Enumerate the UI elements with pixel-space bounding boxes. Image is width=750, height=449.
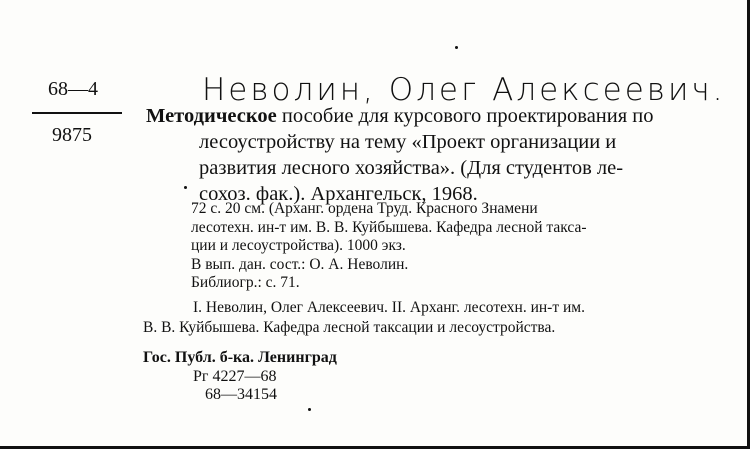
title-line-4: сохоз. фак.). Архангельск, 1968. xyxy=(199,183,478,205)
library-code-2: 68—34154 xyxy=(205,386,277,403)
ink-speck xyxy=(184,186,187,189)
details-line: 72 с. 20 см. (Арханг. ордена Труд. Красного Знамени xyxy=(191,200,538,217)
publication-details xyxy=(191,200,587,293)
holding-library-block xyxy=(143,349,337,405)
shelf-mark-divider xyxy=(32,112,122,114)
title-line-1 xyxy=(146,103,654,129)
details-line: лесотехн. ин-т им. В. В. Куйбышева. Кафедра лесной такса- xyxy=(191,218,587,236)
title-line-2: лесоустройству на тему «Проект организации и xyxy=(199,131,617,153)
handwritten-author-name: Неволин, Олег Алексеевич. xyxy=(202,72,726,108)
shelf-mark-top: 68—4 xyxy=(48,78,98,100)
entry-line: В. В. Куйбышева. Кафедра лесной таксации и лесоустройства. xyxy=(143,319,556,336)
shelf-mark-bottom: 9875 xyxy=(52,124,92,146)
details-line: В вып. дан. сост.: О. А. Неволин. xyxy=(191,255,409,273)
ink-speck xyxy=(455,46,458,49)
ink-speck xyxy=(308,408,311,411)
title-line-3: развития лесного хозяйства». (Для студентов ле- xyxy=(199,157,624,179)
title-block xyxy=(146,103,654,207)
entry-line: I. Неволин, Олег Алексеевич. II. Арханг. лесотехн. ин-т им. xyxy=(193,299,585,316)
library-code-1: Рг 4227—68 xyxy=(193,367,277,385)
title-line-1-rest: пособие для курсового проектирования по xyxy=(281,105,654,127)
details-line: ции и лесоустройства). 1000 экз. xyxy=(191,237,406,254)
library-name: Гос. Публ. б-ка. Ленинград xyxy=(143,349,337,366)
added-entries xyxy=(143,298,585,338)
details-line: Библиогр.: с. 71. xyxy=(191,274,300,291)
title-lead-word: Методическое xyxy=(146,105,277,127)
